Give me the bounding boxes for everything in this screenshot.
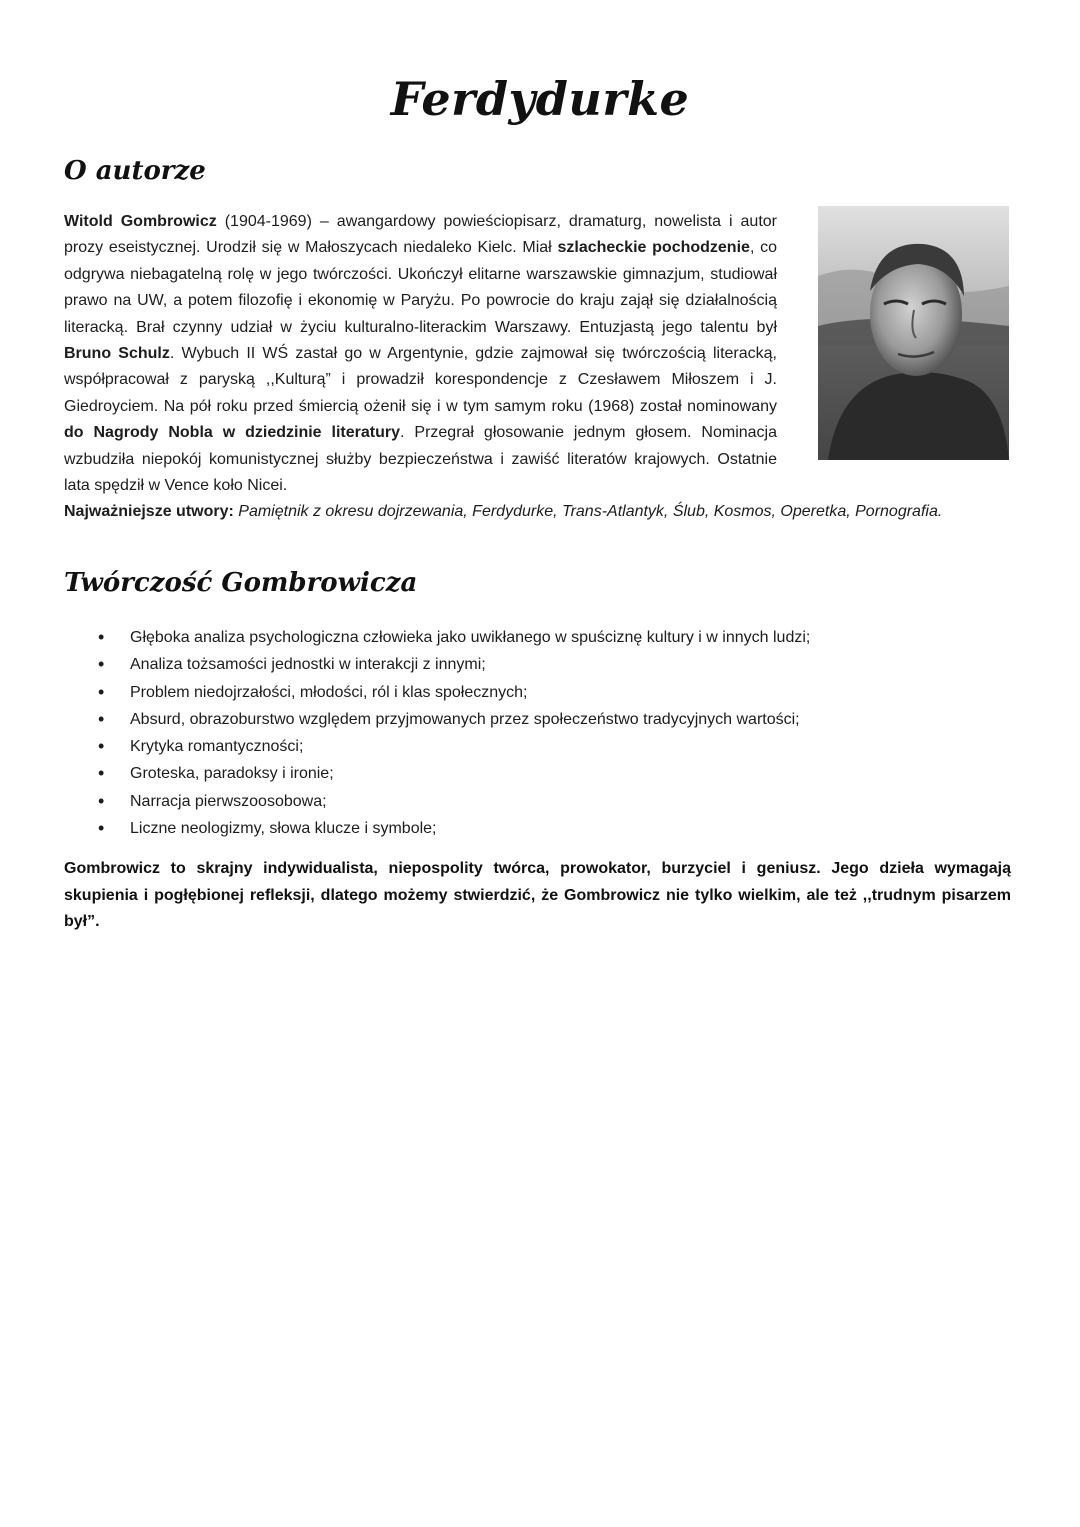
bio-text-part: (1904-1969) – awangardowy powieściopisarz, dramaturg, nowelista i autor prozy eseistycznej. Urodził się w Małoszycach niedaleko Kielc. Miał	[64, 213, 777, 257]
works-label: Najważniejsze utwory:	[64, 503, 234, 521]
document-title: Ferdydurke	[390, 72, 690, 126]
list-item: • Absurd, obrazoburstwo względem przyjmowanych przez społeczeństwo tradycyjnych wartości;	[96, 706, 996, 733]
list-item: • Problem niedojrzałości, młodości, ról i klas społecznych;	[96, 679, 996, 706]
list-item: • Głęboka analiza psychologiczna człowieka jako uwikłanego w spuściznę kultury i w innych ludzi;	[96, 624, 996, 651]
works-list: Pamiętnik z okresu dojrzewania, Ferdydurke, Trans-Atlantyk, Ślub, Kosmos, Operetka, Pornografia.	[238, 503, 943, 521]
summary-paragraph: Gombrowicz to skrajny indywidualista, niepospolity twórca, prowokator, burzyciel i geniusz. Jego dzieła wymagają skupienia i pogłębionej refleksji, dlatego możemy stwierdzić, że Gombrowicz nie tylko wielkim, ale też ,,trudnym pisarzem był”.	[64, 860, 1011, 930]
bio-bold-phrase: Bruno Schulz	[64, 345, 170, 363]
author-biography	[64, 209, 1011, 526]
bio-text-part: . Przegrał głosowanie jednym głosem. Nominacja wzbudziła niepokój komunistycznej służby bezpieczeństwa i zawiść literatów krajowych. Ostatnie lata spędził w Vence koło Nicei.	[64, 424, 778, 495]
list-item: • Analiza tożsamości jednostki w interakcji z innymi;	[96, 651, 996, 678]
section-heading-about-author: O autorze	[64, 156, 206, 186]
bio-text-part: , co odgrywa niebagatelną rolę w jego twórczości. Ukończył elitarne warszawskie gimnazjum, studiował prawo na UW, a potem filozofię i ekonomię w Paryżu. Po powrocie do kraju zajął się działalnością literacką. Brał czynny udział w życiu kulturalno-literackim Warszawy. Entuzjastą jego talentu był	[64, 239, 778, 336]
features-list	[96, 624, 996, 842]
list-item: • Groteska, paradoksy i ironie;	[96, 760, 996, 787]
bio-bold-phrase: szlacheckie pochodzenie	[557, 239, 750, 257]
bio-bold-phrase: do Nagrody Nobla w dziedzinie literatury	[64, 424, 400, 442]
bio-text-part: . Wybuch II WŚ zastał go w Argentynie, gdzie zajmował się twórczością literacką, współpracował z paryską ,,Kulturą” i prowadził korespondencje z Czesławem Miłoszem i J. Giedroyciem. Na pół roku przed śmiercią ożenił się i w tym samym roku (1968) został nominowany	[64, 345, 778, 415]
list-item: • Krytyka romantyczności;	[96, 733, 996, 760]
section-heading-works: Twórczość Gombrowicza	[64, 568, 418, 598]
author-name: Witold Gombrowicz	[64, 213, 217, 230]
list-item: • Liczne neologizmy, słowa klucze i symbole;	[96, 815, 996, 842]
list-item: • Narracja pierwszoosobowa;	[96, 788, 996, 815]
photo-spacer	[777, 206, 1011, 460]
